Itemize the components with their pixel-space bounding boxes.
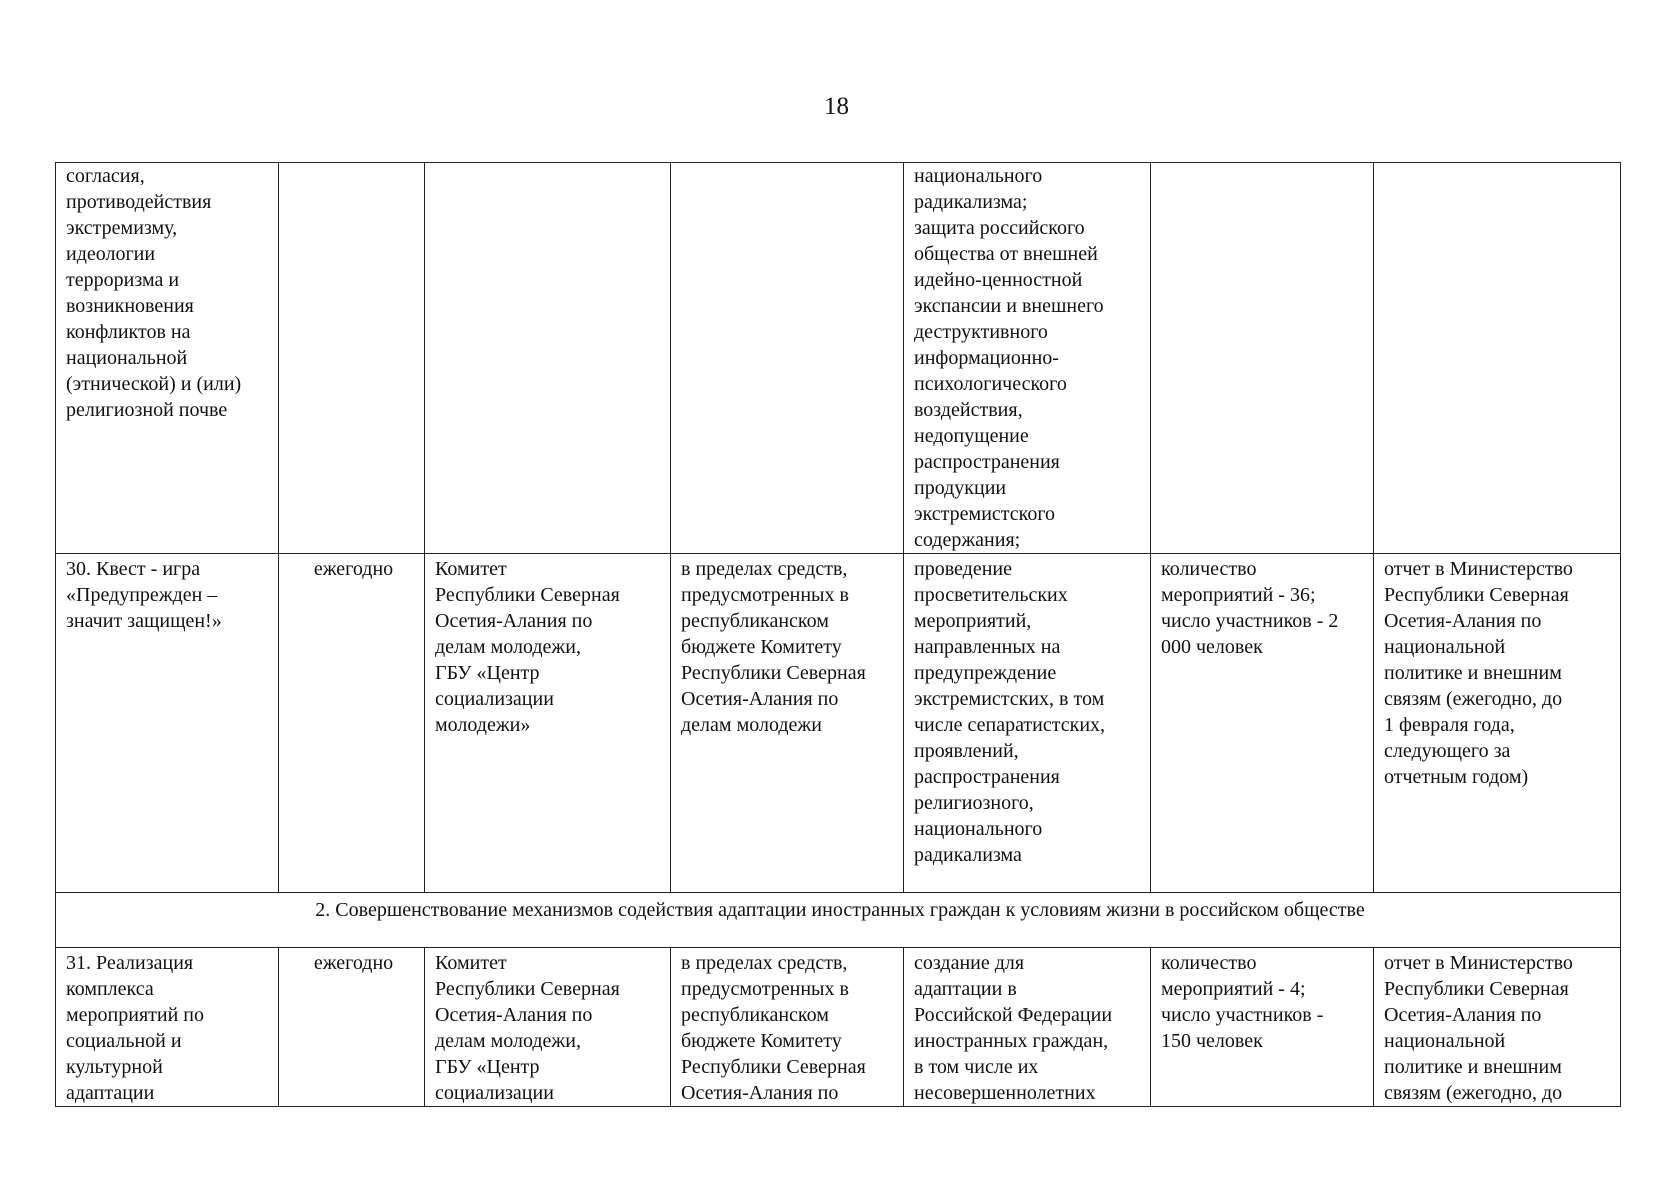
- deadline-cell: ежегодно: [279, 948, 425, 1107]
- cell-text-line: воздействия,: [914, 399, 1023, 421]
- cell-text-line: предусмотренных в: [681, 584, 849, 606]
- indicator-cell: [1151, 948, 1374, 1107]
- cell-text-line: социализации: [435, 1082, 554, 1104]
- cell-text-line: конфликтов на: [66, 321, 191, 343]
- cell-text-line: бюджете Комитету: [681, 636, 842, 658]
- cell-text-line: экстремистских, в том: [914, 688, 1105, 710]
- cell-text-line: Республики Северная: [681, 1056, 866, 1078]
- section-heading: 2. Совершенствование механизмов содействия адаптации иностранных граждан к условиям жизни в российском обществе: [56, 893, 1621, 948]
- cell-text-line: бюджете Комитету: [681, 1030, 842, 1052]
- cell-text-line: распространения: [914, 451, 1060, 473]
- cell-text-line: Осетия-Алания по: [681, 688, 839, 710]
- cell-text-line: иностранных граждан,: [914, 1030, 1109, 1052]
- cell-text-line: молодежи»: [435, 714, 531, 736]
- cell-text-line: Республики Северная: [435, 978, 620, 1000]
- cell-text-line: делам молодежи,: [435, 636, 581, 658]
- cell-text-line: создание для: [914, 952, 1025, 974]
- cell-text-line: отчет в Министерство: [1384, 558, 1573, 580]
- cell-text-line: религиозного,: [914, 792, 1034, 814]
- cell-text-line: Республики Северная: [1384, 978, 1569, 1000]
- cell-text-line: Республики Северная: [1384, 584, 1569, 606]
- cell-text-line: Осетия-Алания по: [681, 1082, 839, 1104]
- cell-text-line: противодействия: [66, 191, 212, 213]
- cell-text-line: проявлений,: [914, 740, 1019, 762]
- executor-cell: [425, 554, 671, 893]
- cell-text-line: ГБУ «Центр: [435, 1056, 540, 1078]
- cell-text-line: идеологии: [66, 243, 156, 265]
- report-cell: [1374, 554, 1621, 893]
- cell-text-line: Осетия-Алания по: [1384, 1004, 1542, 1026]
- cell-text-line: в пределах средств,: [681, 952, 848, 974]
- cell-text-line: мероприятий,: [914, 610, 1032, 632]
- cell-text-line: 30. Квест - игра: [66, 558, 201, 580]
- cell-text-line: делам молодежи: [681, 714, 822, 736]
- row1-col2-cell: [279, 163, 425, 554]
- cell-text-line: защита российского: [914, 217, 1085, 239]
- cell-text-line: Осетия-Алания по: [435, 1004, 593, 1026]
- row1-col4-cell: [671, 163, 904, 554]
- measure-title-cell: [56, 948, 279, 1107]
- cell-text-line: адаптации в: [914, 978, 1017, 1000]
- cell-text-line: радикализма;: [914, 191, 1028, 213]
- cell-text-line: связям (ежегодно, до: [1384, 688, 1563, 710]
- cell-text-line: 31. Реализация: [66, 952, 194, 974]
- cell-text-line: просветительских: [914, 584, 1068, 606]
- cell-text-line: следующего за: [1384, 740, 1511, 762]
- cell-text-line: идейно-ценностной: [914, 269, 1083, 291]
- cell-text-line: количество: [1161, 952, 1257, 974]
- cell-text-line: республиканском: [681, 610, 829, 632]
- cell-text-line: национального: [914, 818, 1043, 840]
- measures-table: [55, 162, 1621, 1107]
- cell-text-line: распространения: [914, 766, 1060, 788]
- cell-text-line: 150 человек: [1161, 1030, 1263, 1052]
- table-row: [56, 163, 1621, 554]
- result-cell: [904, 948, 1151, 1107]
- cell-text-line: экспансии и внешнего: [914, 295, 1104, 317]
- cell-text-line: значит защищен!»: [66, 610, 222, 632]
- cell-text-line: несовершеннолетних: [914, 1082, 1096, 1104]
- cell-text-line: экстремистского: [914, 503, 1056, 525]
- cell-text-line: общества от внешней: [914, 243, 1098, 265]
- row1-col6-cell: [1151, 163, 1374, 554]
- cell-text-line: Комитет: [435, 558, 507, 580]
- row1-col3-cell: [425, 163, 671, 554]
- cell-text-line: радикализма: [914, 844, 1022, 866]
- funding-cell: [671, 554, 904, 893]
- cell-text-line: религиозной почве: [66, 399, 228, 421]
- cell-text-line: Осетия-Алания по: [1384, 610, 1542, 632]
- cell-text-line: Республики Северная: [435, 584, 620, 606]
- page-number: 18: [824, 93, 849, 120]
- row1-col5-cell: [904, 163, 1151, 554]
- cell-text-line: Осетия-Алания по: [435, 610, 593, 632]
- cell-text-line: культурной: [66, 1056, 163, 1078]
- cell-text-line: экстремизму,: [66, 217, 178, 239]
- cell-text-line: 000 человек: [1161, 636, 1263, 658]
- cell-text-line: республиканском: [681, 1004, 829, 1026]
- cell-text-line: предусмотренных в: [681, 978, 849, 1000]
- cell-text-line: содержания;: [914, 529, 1021, 551]
- cell-text-line: социальной и: [66, 1030, 182, 1052]
- cell-text-line: комплекса: [66, 978, 154, 1000]
- cell-text-line: связям (ежегодно, до: [1384, 1082, 1563, 1104]
- cell-text-line: деструктивного: [914, 321, 1048, 343]
- cell-text-line: в том числе их: [914, 1056, 1039, 1078]
- cell-text-line: Республики Северная: [681, 662, 866, 684]
- cell-text-line: национальной: [1384, 636, 1506, 658]
- cell-text-line: 1 февраля года,: [1384, 714, 1515, 736]
- cell-text-line: отчетным годом): [1384, 766, 1529, 788]
- deadline-cell: ежегодно: [279, 554, 425, 893]
- cell-text-line: мероприятий - 36;: [1161, 584, 1316, 606]
- cell-text-line: национальной: [66, 347, 188, 369]
- cell-text-line: отчет в Министерство: [1384, 952, 1573, 974]
- cell-text-line: Комитет: [435, 952, 507, 974]
- row1-col1-cell: [56, 163, 279, 554]
- cell-text-line: политике и внешним: [1384, 1056, 1562, 1078]
- cell-text-line: проведение: [914, 558, 1012, 580]
- table-row: [56, 893, 1621, 948]
- cell-text-line: (этнической) и (или): [66, 373, 242, 395]
- cell-text-line: мероприятий по: [66, 1004, 204, 1026]
- cell-text-line: направленных на: [914, 636, 1061, 658]
- cell-text-line: мероприятий - 4;: [1161, 978, 1306, 1000]
- cell-text-line: ГБУ «Центр: [435, 662, 540, 684]
- cell-text-line: политике и внешним: [1384, 662, 1562, 684]
- cell-text-line: согласия,: [66, 165, 145, 187]
- cell-text-line: психологического: [914, 373, 1067, 395]
- cell-text-line: адаптации: [66, 1082, 155, 1104]
- funding-cell: [671, 948, 904, 1107]
- indicator-cell: [1151, 554, 1374, 893]
- cell-text-line: возникновения: [66, 295, 194, 317]
- cell-text-line: терроризма и: [66, 269, 180, 291]
- measure-title-cell: [56, 554, 279, 893]
- cell-text-line: продукции: [914, 477, 1007, 499]
- cell-text-line: Российской Федерации: [914, 1004, 1113, 1026]
- cell-text-line: национальной: [1384, 1030, 1506, 1052]
- report-cell: [1374, 948, 1621, 1107]
- table-row: [56, 948, 1621, 1107]
- executor-cell: [425, 948, 671, 1107]
- cell-text-line: число участников - 2: [1161, 610, 1339, 632]
- cell-text-line: количество: [1161, 558, 1257, 580]
- cell-text-line: число участников -: [1161, 1004, 1324, 1026]
- cell-text-line: социализации: [435, 688, 554, 710]
- table-row: [56, 554, 1621, 893]
- cell-text-line: информационно-: [914, 347, 1059, 369]
- cell-text-line: делам молодежи,: [435, 1030, 581, 1052]
- cell-text-line: предупреждение: [914, 662, 1057, 684]
- cell-text-line: «Предупрежден –: [66, 584, 218, 606]
- cell-text-line: национального: [914, 165, 1043, 187]
- cell-text-line: в пределах средств,: [681, 558, 848, 580]
- cell-text-line: недопущение: [914, 425, 1029, 447]
- result-cell: [904, 554, 1151, 893]
- cell-text-line: числе сепаратистских,: [914, 714, 1106, 736]
- row1-col7-cell: [1374, 163, 1621, 554]
